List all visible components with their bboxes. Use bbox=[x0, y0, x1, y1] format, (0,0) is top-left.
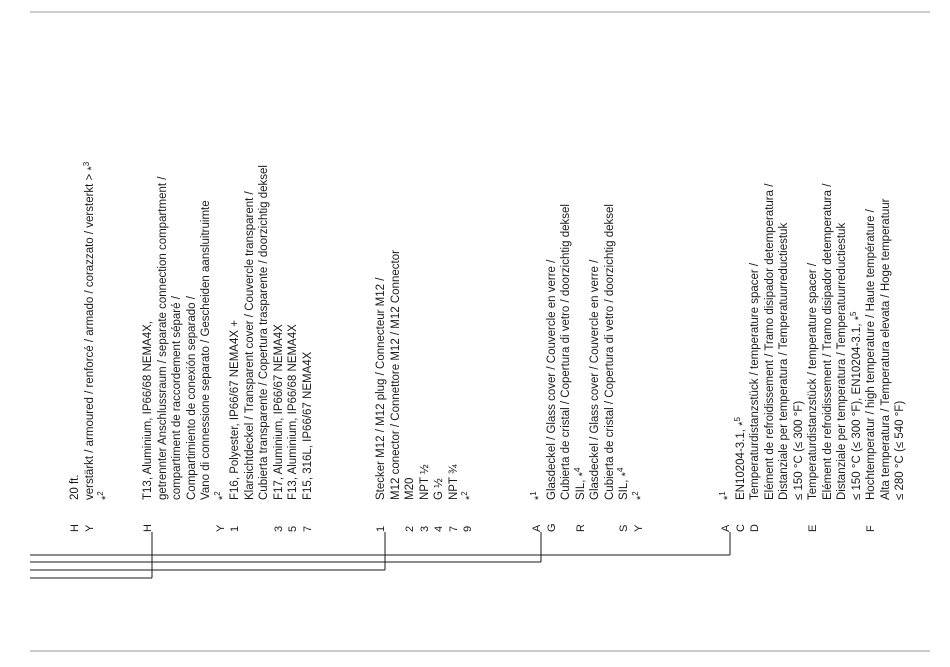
option-description bbox=[286, 165, 301, 500]
option-code bbox=[893, 524, 908, 532]
option-code bbox=[170, 524, 185, 532]
option-description bbox=[545, 204, 560, 500]
description-text: Distanziale per temperatura / Temperatuurreductiestuk bbox=[836, 222, 848, 500]
description-text: SIL, bbox=[618, 479, 630, 500]
option-code: G bbox=[545, 523, 558, 532]
option-code: H bbox=[69, 524, 81, 532]
footnote-asterisk: * bbox=[464, 495, 476, 500]
option-description bbox=[185, 165, 200, 500]
option-description bbox=[530, 204, 545, 500]
option-code bbox=[185, 524, 200, 532]
description-text: F17, Aluminium, IP66/67 NEMA4X bbox=[272, 324, 285, 500]
description-column bbox=[141, 165, 315, 500]
footnote-asterisk: * bbox=[576, 472, 589, 477]
code-column bbox=[719, 524, 908, 532]
option-description bbox=[893, 184, 908, 500]
option-description bbox=[228, 165, 243, 500]
description-text: F16, Polyester, IP66/67 NEMA4X + bbox=[229, 320, 241, 500]
footnote-number: 4 bbox=[616, 467, 625, 473]
option-description bbox=[603, 204, 618, 500]
option-code bbox=[199, 524, 214, 532]
option-code: 5 bbox=[287, 525, 299, 532]
option-description bbox=[864, 184, 879, 500]
footnote-asterisk: * bbox=[100, 495, 112, 500]
footnote-number: 4 bbox=[572, 467, 582, 473]
option-code: 7 bbox=[447, 525, 460, 532]
option-description bbox=[559, 204, 574, 500]
footnote-number: 1 bbox=[529, 491, 538, 496]
description-text: NPT ¾ bbox=[447, 464, 460, 500]
footnote-number: 3 bbox=[81, 161, 91, 167]
option-code: D bbox=[749, 524, 761, 532]
option-code bbox=[777, 524, 792, 532]
option-description bbox=[68, 162, 83, 500]
option-code: 2 bbox=[404, 525, 416, 532]
code-column bbox=[68, 524, 97, 532]
description-text: Temperaturdistanzstück / temperature spacer / bbox=[807, 262, 819, 500]
description-text: ≤ 150 °C (≤ 300 °F) bbox=[792, 400, 805, 500]
option-code bbox=[603, 523, 618, 532]
option-code bbox=[559, 523, 574, 532]
option-description bbox=[792, 184, 807, 500]
code-column bbox=[141, 524, 315, 532]
description-text: Klarsichtdeckel / Transparent cover / Couvercle transparent / bbox=[243, 191, 256, 500]
description-text: M12 conector / Connettore M12 / M12 Connector bbox=[389, 250, 402, 500]
description-text: Distanziale per temperatura / Temperatuurreductiestuk bbox=[778, 222, 790, 500]
option-code: F bbox=[865, 525, 877, 532]
option-code bbox=[389, 526, 404, 532]
description-text: getrennter Anschlussraum / separate connection compartment / bbox=[156, 176, 169, 500]
option-description bbox=[447, 250, 462, 500]
description-text: F13, Aluminium, IP66/68 NEMA4X bbox=[287, 324, 299, 500]
option-code: 3 bbox=[418, 525, 431, 532]
description-text: Cubierta de cristal / Copertura di vetro / doorzichtig deksel bbox=[560, 204, 572, 500]
option-description bbox=[835, 184, 850, 500]
option-description bbox=[301, 165, 316, 500]
option-description bbox=[272, 165, 287, 500]
option-description bbox=[777, 184, 792, 500]
option-code: A bbox=[720, 524, 732, 532]
description-text: NPT ½ bbox=[418, 464, 431, 500]
option-description bbox=[389, 250, 404, 500]
description-text: T13, Aluminium, IP66/68 NEMA4X, bbox=[142, 321, 154, 500]
option-description bbox=[374, 250, 389, 500]
option-code: 1 bbox=[229, 525, 241, 532]
footnote-asterisk: * bbox=[85, 166, 98, 171]
option-code bbox=[792, 524, 807, 532]
option-description bbox=[748, 184, 763, 500]
description-column bbox=[68, 162, 112, 500]
description-column bbox=[374, 250, 476, 500]
option-code bbox=[835, 524, 850, 532]
description-text: Temperaturdistanzstück / temperature spacer / bbox=[749, 262, 761, 500]
option-description bbox=[806, 184, 821, 500]
description-column bbox=[530, 204, 646, 500]
option-description bbox=[617, 204, 632, 500]
option-description bbox=[257, 165, 272, 500]
description-column bbox=[719, 184, 908, 500]
description-text: compartiment de raccordement séparé / bbox=[171, 296, 183, 500]
option-description bbox=[632, 204, 647, 500]
description-text: 20 ft. bbox=[69, 474, 81, 500]
option-description bbox=[156, 165, 171, 500]
option-description bbox=[763, 184, 778, 500]
option-description bbox=[719, 184, 734, 500]
footnote-asterisk: * bbox=[722, 495, 734, 500]
option-code: Y bbox=[632, 524, 645, 532]
description-text: Elément de refroidissement / Tramo disipador detemperatura / bbox=[821, 183, 834, 500]
option-description bbox=[214, 165, 229, 500]
footnote-number: 2 bbox=[630, 491, 640, 496]
description-text: ≤ 150 °C (≤ 300 °F), EN10204-3.1, bbox=[850, 323, 863, 500]
option-code: 1 bbox=[375, 525, 387, 532]
description-text: F15, 316L, IP66/67 NEMA4X bbox=[301, 351, 314, 500]
description-text: SIL, bbox=[574, 479, 587, 500]
footnote-number: 5 bbox=[732, 417, 742, 422]
option-code bbox=[243, 524, 258, 532]
option-code bbox=[879, 524, 894, 532]
option-description bbox=[432, 250, 447, 500]
description-text: Vano di connessione separato / Gescheiden aansluitruimte bbox=[200, 200, 212, 500]
option-code: S bbox=[618, 524, 630, 532]
description-text: Cubierta de cristal / Copertura di vetro / doorzichtig deksel bbox=[603, 204, 616, 500]
option-description bbox=[879, 184, 894, 500]
option-code bbox=[763, 524, 778, 532]
description-text: G ½ bbox=[433, 478, 445, 500]
description-text: Alta temperatura / Temperatura elevata / Hoge temperatuur bbox=[879, 198, 892, 500]
option-description bbox=[141, 165, 156, 500]
option-code bbox=[257, 524, 272, 532]
option-description bbox=[734, 184, 749, 500]
option-code bbox=[588, 523, 603, 532]
option-description bbox=[574, 204, 589, 500]
footnote-number: 2 bbox=[212, 491, 222, 496]
description-text: M20 bbox=[404, 477, 416, 500]
footnote-asterisk: * bbox=[634, 495, 647, 500]
footnote-asterisk: * bbox=[620, 472, 632, 477]
option-description bbox=[83, 162, 98, 500]
description-text: Glasdeckel / Glass cover / Couvercle en verre / bbox=[545, 259, 558, 500]
option-code bbox=[850, 524, 865, 532]
option-description bbox=[97, 162, 112, 500]
option-description bbox=[170, 165, 185, 500]
description-text: Hochtemperatur / high temperature / Haute température / bbox=[865, 209, 877, 500]
footnote-number: 1 bbox=[718, 491, 727, 496]
footnote-asterisk: * bbox=[216, 495, 229, 500]
description-text: verstärkt / armoured / renforcé / armado / corazzato / versterkt > bbox=[83, 173, 96, 500]
option-code: A bbox=[531, 524, 543, 532]
option-description bbox=[850, 184, 865, 500]
footnote-asterisk: * bbox=[852, 316, 865, 321]
footnote-asterisk: * bbox=[736, 421, 749, 426]
description-text: Compartimiento de conexión separado / bbox=[185, 296, 198, 500]
option-description bbox=[588, 204, 603, 500]
option-code: E bbox=[807, 524, 819, 532]
description-text: Glasdeckel / Glass cover / Couvercle en verre / bbox=[589, 259, 601, 500]
option-code bbox=[156, 524, 171, 532]
option-description bbox=[821, 184, 836, 500]
description-text: Cubierta transparente / Copertura trasparente / doorzichtig deksel bbox=[258, 165, 270, 500]
option-code: 9 bbox=[462, 525, 474, 532]
option-code: H bbox=[142, 524, 154, 532]
description-text: Elément de refroidissement / Tramo disipador detemperatura / bbox=[763, 183, 776, 500]
option-code: Y bbox=[83, 524, 96, 532]
code-column bbox=[374, 526, 476, 532]
footnote-asterisk: * bbox=[533, 495, 545, 500]
option-code: 7 bbox=[301, 525, 314, 532]
description-text: Stecker M12 / M12 plug / Connecteur M12 / bbox=[375, 277, 387, 500]
option-code: 3 bbox=[272, 525, 285, 532]
footnote-number: 2 bbox=[96, 491, 105, 496]
option-description bbox=[403, 250, 418, 500]
footnote-number: 5 bbox=[848, 311, 858, 316]
code-column bbox=[530, 523, 646, 532]
option-code bbox=[821, 524, 836, 532]
footnote-number: 2 bbox=[460, 491, 469, 496]
description-text: EN10204-3.1, bbox=[734, 429, 747, 500]
option-description bbox=[243, 165, 258, 500]
option-description bbox=[199, 165, 214, 500]
option-description bbox=[418, 250, 433, 500]
option-code: 4 bbox=[433, 525, 445, 532]
option-code: C bbox=[734, 524, 747, 532]
option-description bbox=[461, 250, 476, 500]
option-code: Y bbox=[214, 524, 227, 532]
description-text: ≤ 280 °C (≤ 540 °F) bbox=[894, 400, 906, 500]
option-code: R bbox=[574, 524, 587, 532]
